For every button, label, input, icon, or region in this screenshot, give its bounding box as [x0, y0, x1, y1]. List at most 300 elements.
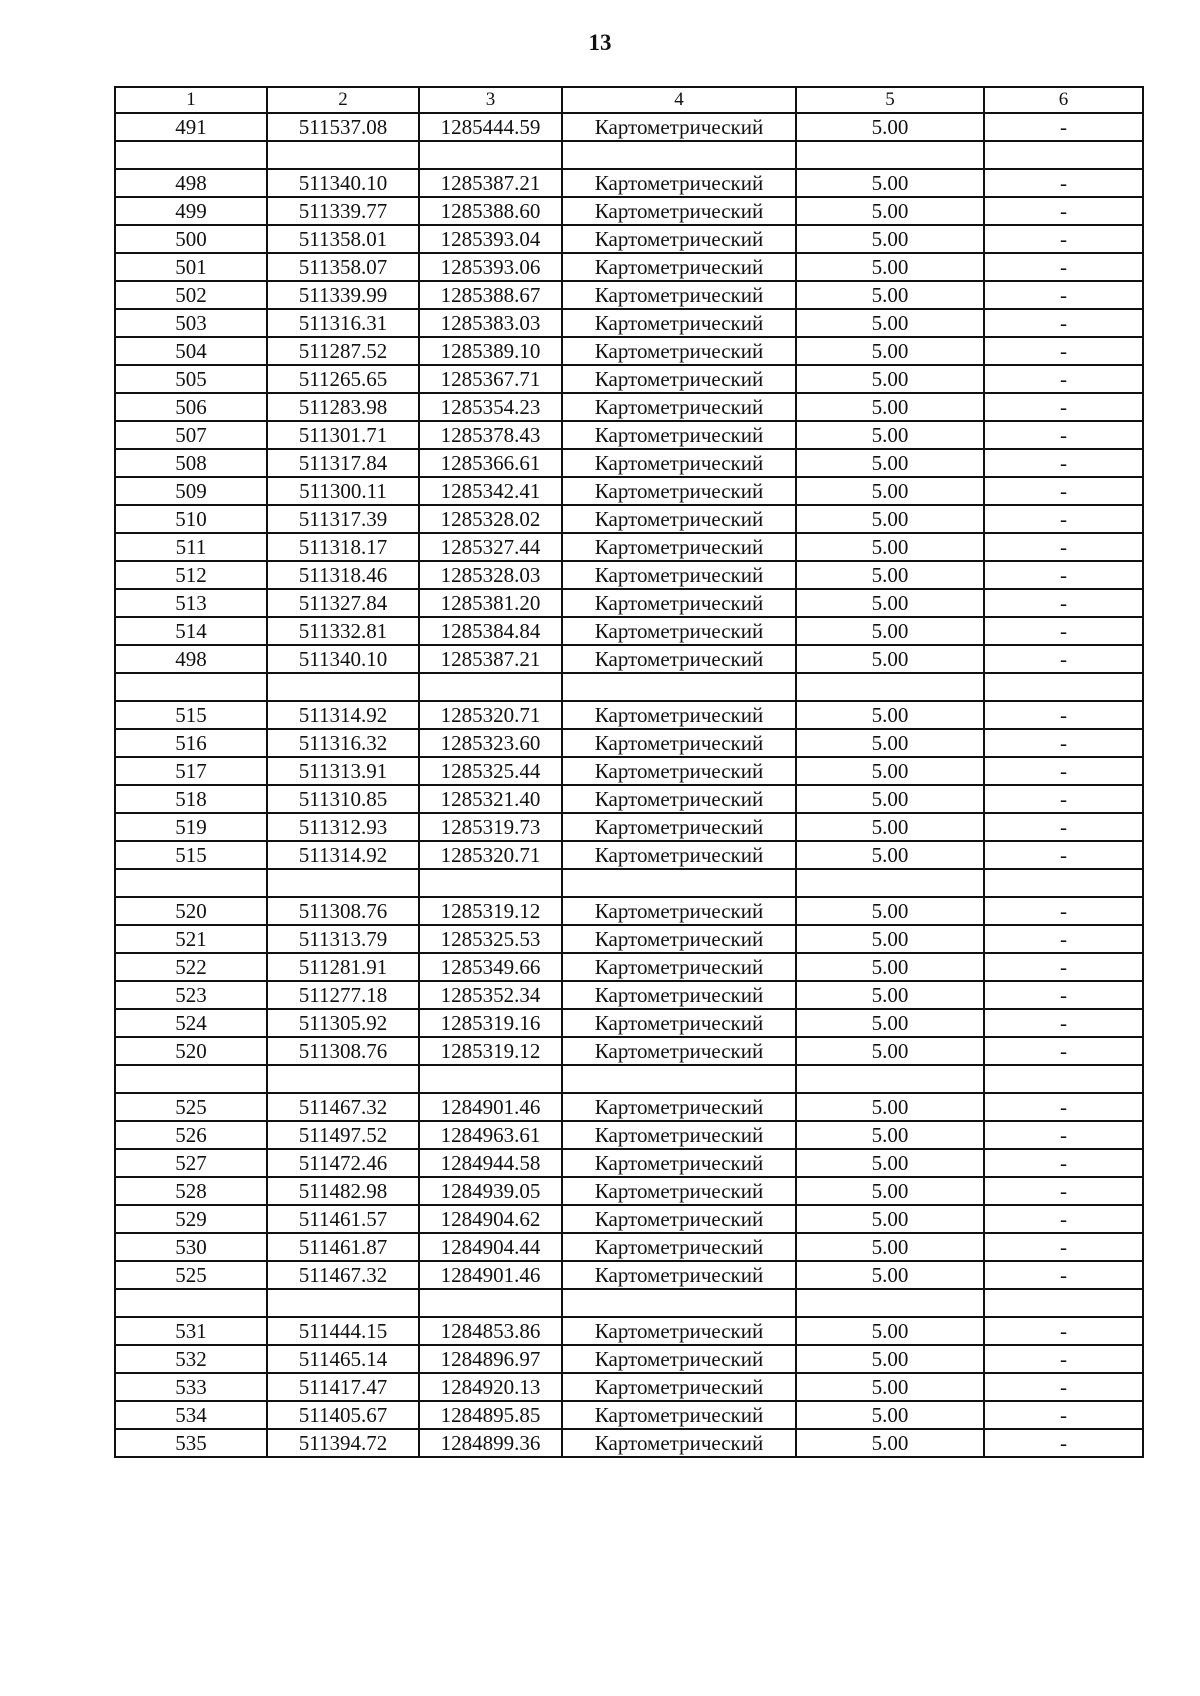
table-row: [115, 1317, 1143, 1345]
y-coordinate-cell: 1285387.21: [419, 645, 562, 673]
method-cell: Картометрический: [562, 785, 796, 813]
column-header: 5: [796, 87, 984, 113]
empty-cell: [267, 1289, 419, 1317]
accuracy-cell: 5.00: [796, 701, 984, 729]
method-cell: Картометрический: [562, 1149, 796, 1177]
empty-cell: [419, 869, 562, 897]
method-cell: Картометрический: [562, 1345, 796, 1373]
y-coordinate-cell: 1284901.46: [419, 1261, 562, 1289]
empty-cell: [984, 869, 1143, 897]
x-coordinate-cell: 511461.87: [267, 1233, 419, 1261]
x-coordinate-cell: 511312.93: [267, 813, 419, 841]
accuracy-cell: 5.00: [796, 925, 984, 953]
x-coordinate-cell: 511497.52: [267, 1121, 419, 1149]
table-row: [115, 169, 1143, 197]
accuracy-cell: 5.00: [796, 841, 984, 869]
note-cell: -: [984, 1177, 1143, 1205]
y-coordinate-cell: 1285321.40: [419, 785, 562, 813]
note-cell: -: [984, 1037, 1143, 1065]
point-number-cell: 491: [115, 113, 267, 141]
method-cell: Картометрический: [562, 169, 796, 197]
note-cell: -: [984, 365, 1143, 393]
point-number-cell: 503: [115, 309, 267, 337]
point-number-cell: 499: [115, 197, 267, 225]
method-cell: Картометрический: [562, 1401, 796, 1429]
point-number-cell: 526: [115, 1121, 267, 1149]
point-number-cell: 513: [115, 589, 267, 617]
point-number-cell: 506: [115, 393, 267, 421]
accuracy-cell: 5.00: [796, 785, 984, 813]
x-coordinate-cell: 511283.98: [267, 393, 419, 421]
note-cell: -: [984, 1429, 1143, 1457]
table-row: [115, 925, 1143, 953]
table-row: [115, 225, 1143, 253]
method-cell: Картометрический: [562, 589, 796, 617]
note-cell: -: [984, 1233, 1143, 1261]
accuracy-cell: 5.00: [796, 449, 984, 477]
x-coordinate-cell: 511317.84: [267, 449, 419, 477]
method-cell: Картометрический: [562, 1261, 796, 1289]
note-cell: -: [984, 1261, 1143, 1289]
y-coordinate-cell: 1285319.73: [419, 813, 562, 841]
note-cell: -: [984, 1401, 1143, 1429]
note-cell: -: [984, 589, 1143, 617]
note-cell: -: [984, 309, 1143, 337]
note-cell: -: [984, 1009, 1143, 1037]
method-cell: Картометрический: [562, 1233, 796, 1261]
table-row: [115, 1205, 1143, 1233]
empty-cell: [115, 673, 267, 701]
method-cell: Картометрический: [562, 925, 796, 953]
column-header: 6: [984, 87, 1143, 113]
point-number-cell: 523: [115, 981, 267, 1009]
point-number-cell: 502: [115, 281, 267, 309]
point-number-cell: 529: [115, 1205, 267, 1233]
y-coordinate-cell: 1285320.71: [419, 841, 562, 869]
x-coordinate-cell: 511340.10: [267, 169, 419, 197]
y-coordinate-cell: 1284904.62: [419, 1205, 562, 1233]
table-row: [115, 253, 1143, 281]
table-separator-row: [115, 869, 1143, 897]
table-row: [115, 1373, 1143, 1401]
accuracy-cell: 5.00: [796, 253, 984, 281]
table-row: [115, 589, 1143, 617]
x-coordinate-cell: 511339.77: [267, 197, 419, 225]
y-coordinate-cell: 1285319.12: [419, 897, 562, 925]
x-coordinate-cell: 511358.01: [267, 225, 419, 253]
accuracy-cell: 5.00: [796, 617, 984, 645]
point-number-cell: 498: [115, 645, 267, 673]
table-row: [115, 1261, 1143, 1289]
point-number-cell: 525: [115, 1261, 267, 1289]
table-row: [115, 645, 1143, 673]
accuracy-cell: 5.00: [796, 645, 984, 673]
empty-cell: [267, 673, 419, 701]
empty-cell: [796, 673, 984, 701]
accuracy-cell: 5.00: [796, 421, 984, 449]
table-row: [115, 841, 1143, 869]
table-row: [115, 1149, 1143, 1177]
note-cell: -: [984, 113, 1143, 141]
accuracy-cell: 5.00: [796, 1037, 984, 1065]
table-separator-row: [115, 1065, 1143, 1093]
x-coordinate-cell: 511467.32: [267, 1261, 419, 1289]
note-cell: -: [984, 617, 1143, 645]
note-cell: -: [984, 701, 1143, 729]
accuracy-cell: 5.00: [796, 113, 984, 141]
accuracy-cell: 5.00: [796, 729, 984, 757]
point-number-cell: 531: [115, 1317, 267, 1345]
accuracy-cell: 5.00: [796, 953, 984, 981]
method-cell: Картометрический: [562, 1009, 796, 1037]
x-coordinate-cell: 511405.67: [267, 1401, 419, 1429]
x-coordinate-cell: 511300.11: [267, 477, 419, 505]
accuracy-cell: 5.00: [796, 897, 984, 925]
note-cell: -: [984, 1345, 1143, 1373]
accuracy-cell: 5.00: [796, 1093, 984, 1121]
y-coordinate-cell: 1285328.03: [419, 561, 562, 589]
empty-cell: [984, 141, 1143, 169]
x-coordinate-cell: 511301.71: [267, 421, 419, 449]
point-number-cell: 500: [115, 225, 267, 253]
accuracy-cell: 5.00: [796, 1233, 984, 1261]
accuracy-cell: 5.00: [796, 225, 984, 253]
point-number-cell: 532: [115, 1345, 267, 1373]
y-coordinate-cell: 1285354.23: [419, 393, 562, 421]
point-number-cell: 525: [115, 1093, 267, 1121]
table-row: [115, 617, 1143, 645]
method-cell: Картометрический: [562, 477, 796, 505]
empty-cell: [562, 1289, 796, 1317]
method-cell: Картометрический: [562, 729, 796, 757]
empty-cell: [267, 141, 419, 169]
x-coordinate-cell: 511314.92: [267, 701, 419, 729]
x-coordinate-cell: 511277.18: [267, 981, 419, 1009]
accuracy-cell: 5.00: [796, 337, 984, 365]
y-coordinate-cell: 1284899.36: [419, 1429, 562, 1457]
empty-cell: [419, 1065, 562, 1093]
point-number-cell: 534: [115, 1401, 267, 1429]
point-number-cell: 508: [115, 449, 267, 477]
table-row: [115, 393, 1143, 421]
note-cell: -: [984, 981, 1143, 1009]
note-cell: -: [984, 785, 1143, 813]
y-coordinate-cell: 1285444.59: [419, 113, 562, 141]
empty-cell: [984, 673, 1143, 701]
page-number: 13: [588, 30, 612, 55]
accuracy-cell: 5.00: [796, 533, 984, 561]
table-row: [115, 1233, 1143, 1261]
accuracy-cell: 5.00: [796, 1317, 984, 1345]
point-number-cell: 520: [115, 1037, 267, 1065]
note-cell: -: [984, 729, 1143, 757]
x-coordinate-cell: 511316.31: [267, 309, 419, 337]
point-number-cell: 515: [115, 701, 267, 729]
y-coordinate-cell: 1285319.16: [419, 1009, 562, 1037]
note-cell: -: [984, 169, 1143, 197]
y-coordinate-cell: 1284944.58: [419, 1149, 562, 1177]
method-cell: Картометрический: [562, 1429, 796, 1457]
note-cell: -: [984, 505, 1143, 533]
x-coordinate-cell: 511461.57: [267, 1205, 419, 1233]
table-separator-row: [115, 673, 1143, 701]
accuracy-cell: 5.00: [796, 309, 984, 337]
point-number-cell: 505: [115, 365, 267, 393]
note-cell: -: [984, 1205, 1143, 1233]
note-cell: -: [984, 1149, 1143, 1177]
x-coordinate-cell: 511318.46: [267, 561, 419, 589]
method-cell: Картометрический: [562, 1317, 796, 1345]
empty-cell: [115, 1065, 267, 1093]
point-number-cell: 501: [115, 253, 267, 281]
point-number-cell: 518: [115, 785, 267, 813]
empty-cell: [115, 1289, 267, 1317]
table-row: [115, 729, 1143, 757]
method-cell: Картометрический: [562, 113, 796, 141]
table-row: [115, 337, 1143, 365]
table-row: [115, 757, 1143, 785]
y-coordinate-cell: 1284939.05: [419, 1177, 562, 1205]
method-cell: Картометрический: [562, 561, 796, 589]
note-cell: -: [984, 561, 1143, 589]
method-cell: Картометрический: [562, 365, 796, 393]
method-cell: Картометрический: [562, 197, 796, 225]
column-header: 3: [419, 87, 562, 113]
table-row: [115, 813, 1143, 841]
point-number-cell: 504: [115, 337, 267, 365]
y-coordinate-cell: 1285393.06: [419, 253, 562, 281]
method-cell: Картометрический: [562, 841, 796, 869]
empty-cell: [115, 141, 267, 169]
table-row: [115, 477, 1143, 505]
table-row: [115, 1429, 1143, 1457]
empty-cell: [419, 673, 562, 701]
empty-cell: [796, 869, 984, 897]
point-number-cell: 533: [115, 1373, 267, 1401]
y-coordinate-cell: 1284896.97: [419, 1345, 562, 1373]
method-cell: Картометрический: [562, 1205, 796, 1233]
note-cell: -: [984, 1121, 1143, 1149]
note-cell: -: [984, 225, 1143, 253]
point-number-cell: 509: [115, 477, 267, 505]
empty-cell: [562, 673, 796, 701]
point-number-cell: 528: [115, 1177, 267, 1205]
y-coordinate-cell: 1284853.86: [419, 1317, 562, 1345]
y-coordinate-cell: 1284901.46: [419, 1093, 562, 1121]
table-row: [115, 1345, 1143, 1373]
note-cell: -: [984, 393, 1143, 421]
accuracy-cell: 5.00: [796, 1345, 984, 1373]
x-coordinate-cell: 511394.72: [267, 1429, 419, 1457]
coordinates-table: [114, 86, 1144, 1458]
table-row: [115, 281, 1143, 309]
method-cell: Картометрический: [562, 253, 796, 281]
accuracy-cell: 5.00: [796, 1205, 984, 1233]
empty-cell: [796, 1289, 984, 1317]
empty-cell: [267, 1065, 419, 1093]
y-coordinate-cell: 1285366.61: [419, 449, 562, 477]
accuracy-cell: 5.00: [796, 365, 984, 393]
y-coordinate-cell: 1285320.71: [419, 701, 562, 729]
method-cell: Картометрический: [562, 449, 796, 477]
method-cell: Картометрический: [562, 645, 796, 673]
note-cell: -: [984, 449, 1143, 477]
empty-cell: [984, 1289, 1143, 1317]
x-coordinate-cell: 511467.32: [267, 1093, 419, 1121]
accuracy-cell: 5.00: [796, 281, 984, 309]
note-cell: -: [984, 757, 1143, 785]
method-cell: Картометрический: [562, 953, 796, 981]
empty-cell: [419, 1289, 562, 1317]
accuracy-cell: 5.00: [796, 1121, 984, 1149]
accuracy-cell: 5.00: [796, 393, 984, 421]
x-coordinate-cell: 511358.07: [267, 253, 419, 281]
point-number-cell: 520: [115, 897, 267, 925]
y-coordinate-cell: 1285323.60: [419, 729, 562, 757]
table-row: [115, 1037, 1143, 1065]
accuracy-cell: 5.00: [796, 477, 984, 505]
y-coordinate-cell: 1285367.71: [419, 365, 562, 393]
note-cell: -: [984, 533, 1143, 561]
method-cell: Картометрический: [562, 225, 796, 253]
note-cell: -: [984, 897, 1143, 925]
x-coordinate-cell: 511308.76: [267, 897, 419, 925]
accuracy-cell: 5.00: [796, 1009, 984, 1037]
x-coordinate-cell: 511339.99: [267, 281, 419, 309]
accuracy-cell: 5.00: [796, 169, 984, 197]
accuracy-cell: 5.00: [796, 1429, 984, 1457]
table-row: [115, 1093, 1143, 1121]
method-cell: Картометрический: [562, 421, 796, 449]
y-coordinate-cell: 1285389.10: [419, 337, 562, 365]
table-row: [115, 365, 1143, 393]
x-coordinate-cell: 511537.08: [267, 113, 419, 141]
table-row: [115, 785, 1143, 813]
y-coordinate-cell: 1285381.20: [419, 589, 562, 617]
point-number-cell: 517: [115, 757, 267, 785]
y-coordinate-cell: 1285327.44: [419, 533, 562, 561]
accuracy-cell: 5.00: [796, 757, 984, 785]
x-coordinate-cell: 511332.81: [267, 617, 419, 645]
x-coordinate-cell: 511308.76: [267, 1037, 419, 1065]
method-cell: Картометрический: [562, 701, 796, 729]
y-coordinate-cell: 1285388.67: [419, 281, 562, 309]
empty-cell: [267, 869, 419, 897]
note-cell: -: [984, 197, 1143, 225]
x-coordinate-cell: 511265.65: [267, 365, 419, 393]
table-row: [115, 421, 1143, 449]
empty-cell: [984, 1065, 1143, 1093]
y-coordinate-cell: 1284920.13: [419, 1373, 562, 1401]
x-coordinate-cell: 511317.39: [267, 505, 419, 533]
x-coordinate-cell: 511465.14: [267, 1345, 419, 1373]
point-number-cell: 498: [115, 169, 267, 197]
accuracy-cell: 5.00: [796, 1261, 984, 1289]
empty-cell: [115, 869, 267, 897]
x-coordinate-cell: 511305.92: [267, 1009, 419, 1037]
table-row: [115, 701, 1143, 729]
point-number-cell: 510: [115, 505, 267, 533]
table-separator-row: [115, 141, 1143, 169]
accuracy-cell: 5.00: [796, 505, 984, 533]
y-coordinate-cell: 1285325.53: [419, 925, 562, 953]
accuracy-cell: 5.00: [796, 589, 984, 617]
point-number-cell: 507: [115, 421, 267, 449]
accuracy-cell: 5.00: [796, 561, 984, 589]
method-cell: Картометрический: [562, 533, 796, 561]
note-cell: -: [984, 1373, 1143, 1401]
table-row: [115, 309, 1143, 337]
y-coordinate-cell: 1285319.12: [419, 1037, 562, 1065]
point-number-cell: 524: [115, 1009, 267, 1037]
table-row: [115, 897, 1143, 925]
point-number-cell: 527: [115, 1149, 267, 1177]
x-coordinate-cell: 511314.92: [267, 841, 419, 869]
method-cell: Картометрический: [562, 1373, 796, 1401]
y-coordinate-cell: 1285384.84: [419, 617, 562, 645]
table-body: [115, 87, 1143, 1457]
point-number-cell: 535: [115, 1429, 267, 1457]
accuracy-cell: 5.00: [796, 197, 984, 225]
table-row: [115, 197, 1143, 225]
method-cell: Картометрический: [562, 337, 796, 365]
method-cell: Картометрический: [562, 309, 796, 337]
y-coordinate-cell: 1285387.21: [419, 169, 562, 197]
column-header: 4: [562, 87, 796, 113]
table-row: [115, 1009, 1143, 1037]
x-coordinate-cell: 511444.15: [267, 1317, 419, 1345]
empty-cell: [796, 1065, 984, 1093]
accuracy-cell: 5.00: [796, 1401, 984, 1429]
note-cell: -: [984, 953, 1143, 981]
point-number-cell: 515: [115, 841, 267, 869]
note-cell: -: [984, 813, 1143, 841]
table-row: [115, 533, 1143, 561]
accuracy-cell: 5.00: [796, 1149, 984, 1177]
table-row: [115, 1177, 1143, 1205]
note-cell: -: [984, 1093, 1143, 1121]
empty-cell: [562, 141, 796, 169]
accuracy-cell: 5.00: [796, 813, 984, 841]
y-coordinate-cell: 1285378.43: [419, 421, 562, 449]
y-coordinate-cell: 1285352.34: [419, 981, 562, 1009]
accuracy-cell: 5.00: [796, 981, 984, 1009]
point-number-cell: 514: [115, 617, 267, 645]
point-number-cell: 512: [115, 561, 267, 589]
accuracy-cell: 5.00: [796, 1373, 984, 1401]
note-cell: -: [984, 925, 1143, 953]
x-coordinate-cell: 511472.46: [267, 1149, 419, 1177]
column-header: 1: [115, 87, 267, 113]
y-coordinate-cell: 1285393.04: [419, 225, 562, 253]
point-number-cell: 519: [115, 813, 267, 841]
point-number-cell: 521: [115, 925, 267, 953]
y-coordinate-cell: 1284904.44: [419, 1233, 562, 1261]
x-coordinate-cell: 511313.79: [267, 925, 419, 953]
empty-cell: [419, 141, 562, 169]
y-coordinate-cell: 1285383.03: [419, 309, 562, 337]
x-coordinate-cell: 511281.91: [267, 953, 419, 981]
x-coordinate-cell: 511327.84: [267, 589, 419, 617]
x-coordinate-cell: 511287.52: [267, 337, 419, 365]
table-row: [115, 505, 1143, 533]
method-cell: Картометрический: [562, 281, 796, 309]
method-cell: Картометрический: [562, 505, 796, 533]
note-cell: -: [984, 253, 1143, 281]
method-cell: Картометрический: [562, 1037, 796, 1065]
x-coordinate-cell: 511482.98: [267, 1177, 419, 1205]
point-number-cell: 530: [115, 1233, 267, 1261]
